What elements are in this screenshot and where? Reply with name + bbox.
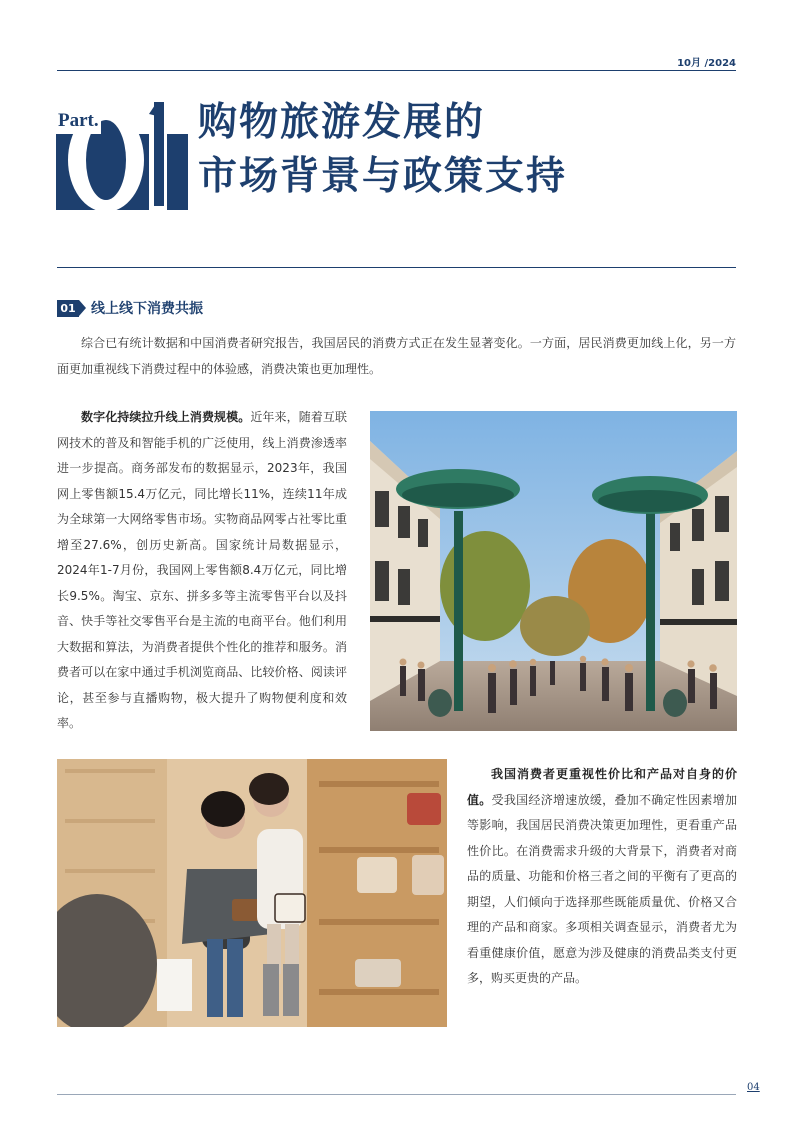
page-number: 04 <box>747 1082 760 1093</box>
paragraph-body: 受我国经济增速放缓，叠加不确定性因素增加等影响，我国居民消费决策更加理性，更看重产品性价比。在消费需求升级的大背景下，消费者对商品的质量、功能和价格三者之间的平衡有了更高的期望，人们倾向于选择那些既能质量优、价格又合理的产品和商家。多项相关调查显示，消费者尤为看重健康价值，愿意为涉及健康的消费品类支付更多，购买更贵的产品。 <box>467 792 737 985</box>
chapter-title <box>198 95 567 203</box>
date-separator: / <box>704 58 709 69</box>
section-badge: 01 <box>57 300 79 317</box>
boutique-shoppers-photo <box>57 759 447 1027</box>
chapter-title-line-1: 购物旅游发展的 <box>198 99 486 145</box>
online-consumption-paragraph <box>57 405 347 737</box>
chapter-rule <box>57 267 736 268</box>
paragraph-lead: 我国消费者更重视性价比和产品对自身的价值。 <box>467 767 737 807</box>
part-number-graphic <box>56 98 188 210</box>
section-arrow-icon <box>79 300 86 316</box>
outlet-street-photo <box>370 411 737 731</box>
part-number-logo <box>56 98 188 210</box>
section-title: 线上线下消费共振 <box>91 301 203 317</box>
issue-date <box>677 54 736 69</box>
header-rule <box>57 70 736 71</box>
paragraph-body: 近年来，随着互联网技术的普及和智能手机的广泛使用，线上消费渗透率进一步提高。商务部发布的数据显示，2023年，我国网上零售额15.4万亿元，同比增长11%，连续11年成为全球第一大网络零售市场。实物商品网零占社零比重增至27.6%，创历史新高。国家统计局数据显示，2024年1-7月份，我国网上零售额8.4万亿元，同比增长9.5%。淘宝、京东、拼多多等主流零售平台以及抖音、快手等社交零售平台是主流的电商平台。他们利用大数据和算法，为消费者提供个性化的推荐和服务。消费者可以在家中通过手机浏览商品、比较价格、阅读评论，甚至参与直播购物，极大提升了购物便利度和效率。 <box>57 410 347 730</box>
issue-month: 10月 <box>677 58 702 69</box>
issue-year: 2024 <box>708 58 736 69</box>
intro-paragraph: 综合已有统计数据和中国消费者研究报告，我国居民的消费方式正在发生显著变化。一方面，居民消费更加线上化，另一方面更加重视线下消费过程中的体验感，消费决策也更加理性。 <box>57 336 736 376</box>
paragraph-lead: 数字化持续拉升线上消费规模。 <box>81 410 251 424</box>
footer-rule <box>57 1094 736 1095</box>
value-for-money-paragraph <box>467 762 737 992</box>
part-label: Part. <box>58 110 99 131</box>
chapter-title-line-2: 市场背景与政策支持 <box>198 153 568 199</box>
